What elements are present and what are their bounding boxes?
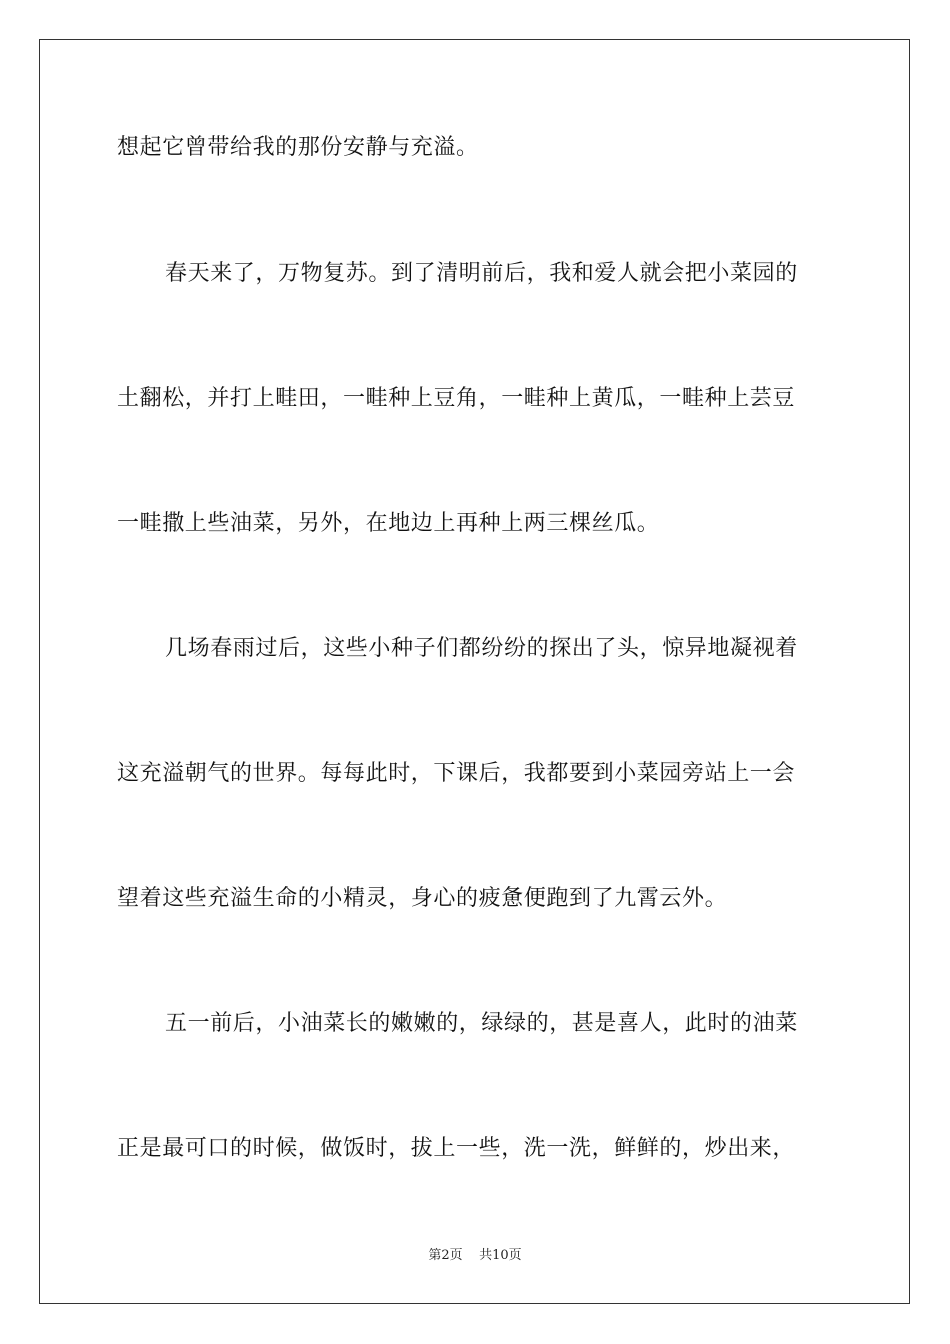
text-line: 正是最可口的时候，做饭时，拔上一些，洗一洗，鲜鲜的，炒出来， [117,1136,796,1161]
text-line: 这充溢朝气的世界。每每此时，下课后，我都要到小菜园旁站上一会 [117,761,796,786]
page-border [39,39,910,1304]
text-line: 望着这些充溢生命的小精灵，身心的疲惫便跑到了九霄云外。 [117,886,728,911]
text-line: 土翻松，并打上畦田，一畦种上豆角，一畦种上黄瓜，一畦种上芸豆 [117,386,796,411]
text-line: 五一前后，小油菜长的嫩嫩的，绿绿的，甚是喜人，此时的油菜 [165,1011,798,1036]
text-line: 春天来了，万物复苏。到了清明前后，我和爱人就会把小菜园的 [165,261,798,286]
page-total: 共10页 [479,1248,522,1263]
page-number: 第2页 [428,1248,463,1263]
text-line: 想起它曾带给我的那份安静与充溢。 [117,135,479,160]
text-line: 几场春雨过后，这些小种子们都纷纷的探出了头，惊异地凝视着 [165,636,798,661]
text-line: 一畦撒上些油菜，另外，在地边上再种上两三棵丝瓜。 [117,511,660,536]
page-footer [0,1247,950,1265]
